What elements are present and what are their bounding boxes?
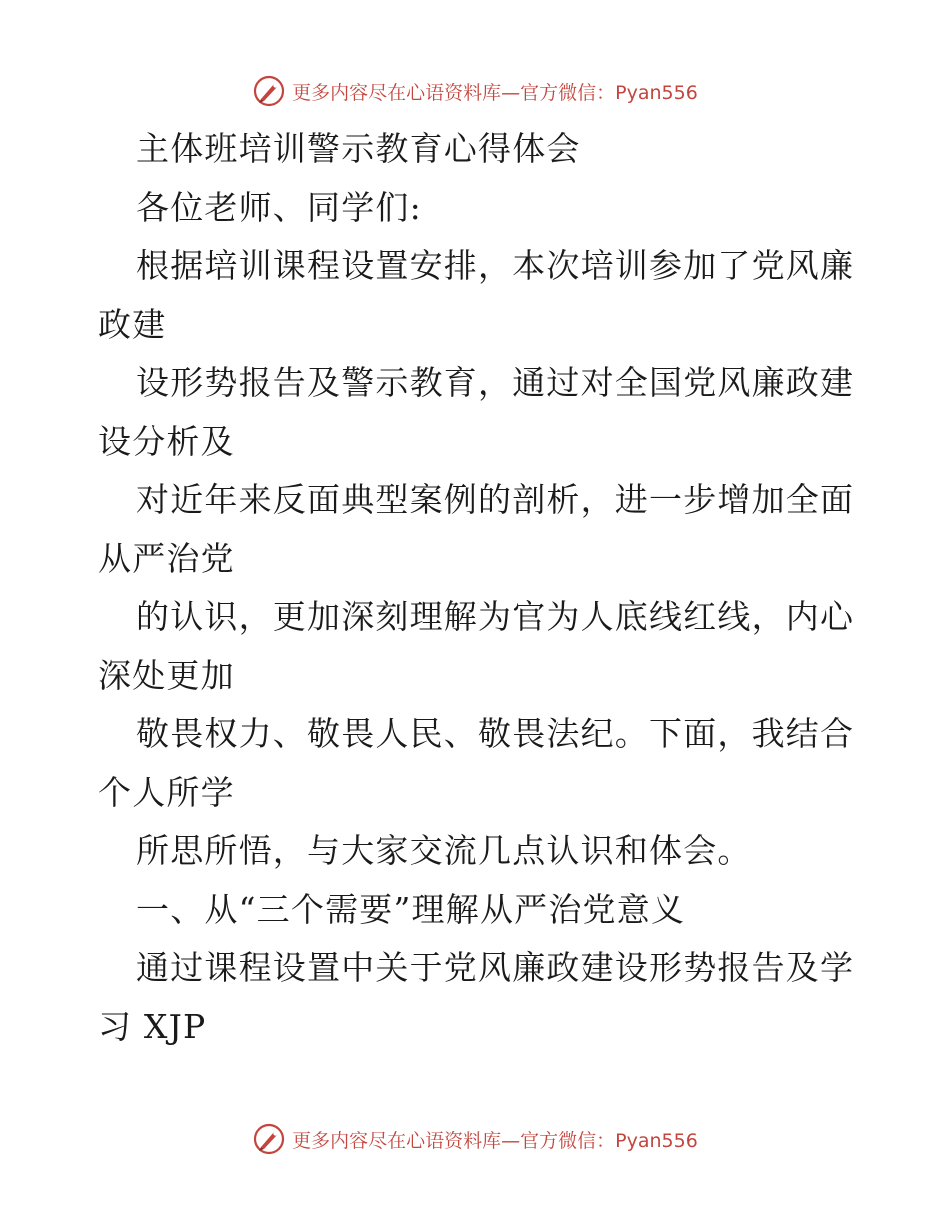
text-line: 敬畏权力、敬畏人民、敬畏法纪。下面，我结合 [136, 714, 855, 753]
text-line: 个人所学 [98, 772, 235, 812]
header-watermark [0, 74, 950, 108]
quill-logo-icon [252, 74, 286, 108]
text-line: 通过课程设置中关于党风廉政建设形势报告及学 [136, 948, 855, 987]
document-body [98, 120, 858, 1056]
text-line: 政建 [98, 304, 167, 344]
text-line: 深处更加 [98, 655, 235, 695]
text-line: 所思所悟，与大家交流几点认识和体会。 [136, 831, 752, 870]
text-line: 对近年来反面典型案例的剖析，进一步增加全面 [136, 480, 855, 519]
quill-logo-icon [252, 1122, 286, 1156]
text-line: 根据培训课程设置安排，本次培训参加了党风廉 [136, 246, 855, 285]
text-line: 习 XJP [98, 1006, 207, 1046]
footer-watermark [0, 1122, 950, 1156]
text-line: 设分析及 [98, 421, 235, 461]
watermark-text: 更多内容尽在心语资料库—官方微信：Pyan556 [292, 1129, 698, 1152]
text-line: 一、从“三个需要”理解从严治党意义 [136, 889, 686, 929]
text-line: 主体班培训警示教育心得体会 [136, 129, 581, 168]
watermark-text: 更多内容尽在心语资料库—官方微信：Pyan556 [292, 81, 698, 104]
text-line: 设形势报告及警示教育，通过对全国党风廉政建 [136, 363, 855, 402]
text-line: 各位老师、同学们: [136, 187, 422, 227]
text-line: 的认识，更加深刻理解为官为人底线红线，内心 [136, 597, 855, 636]
text-line: 从严治党 [98, 538, 235, 578]
